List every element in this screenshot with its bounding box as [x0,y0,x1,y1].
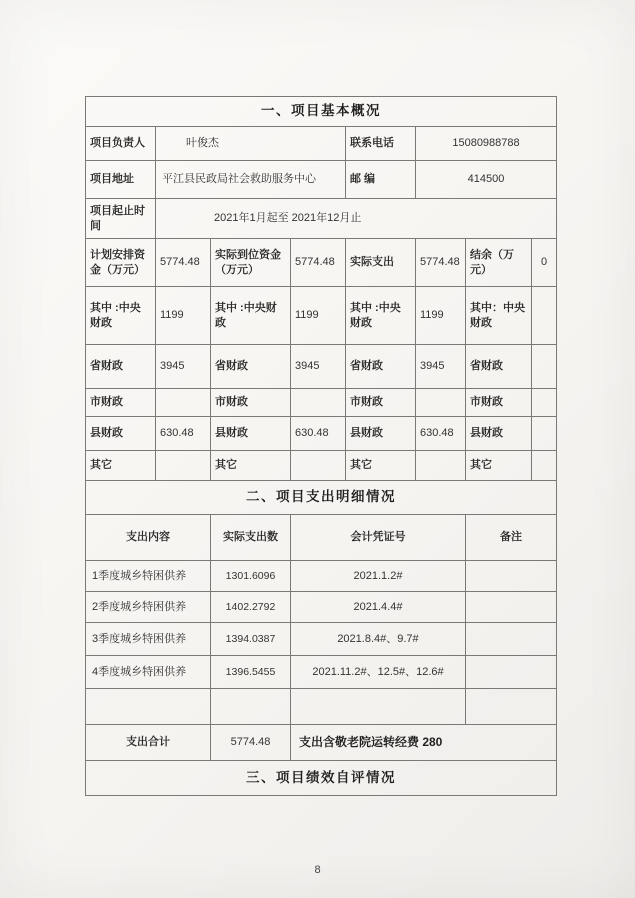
fund-label-cell: 省财政 [346,345,416,389]
expense-note-cell [466,592,557,623]
fund-value-cell: 630.48 [291,417,346,451]
project-report-table [85,96,557,796]
expense-header-row [86,515,557,561]
expense-row-q1 [86,561,557,592]
fund-label-cell: 其中 :中央财政 [86,287,156,345]
section2-title-row [86,481,557,515]
fund-label-cell: 省财政 [466,345,532,389]
arrived-funds-value: 5774.48 [291,239,346,287]
expense-content-header: 支出内容 [86,515,211,561]
empty-cell [211,689,291,725]
fund-label-cell: 其它 [211,451,291,481]
fund-label-cell: 其中 :中央财政 [211,287,291,345]
expense-note-header: 备注 [466,515,557,561]
fund-value-cell: 1199 [416,287,466,345]
leader-row [86,127,557,161]
spent-funds-label: 实际支出 [346,239,416,287]
expense-content-cell: 4季度城乡特困供养 [86,656,211,689]
expense-amount-cell: 1301.6096 [211,561,291,592]
leader-value: 叶俊杰 [156,127,346,161]
spent-funds-value: 5774.48 [416,239,466,287]
fund-value-cell [532,451,557,481]
expense-content-cell: 3季度城乡特困供养 [86,623,211,656]
expense-content-cell: 1季度城乡特困供养 [86,561,211,592]
fund-label-cell: 省财政 [86,345,156,389]
planned-funds-label: 计划安排资金（万元） [86,239,156,287]
empty-cell [466,689,557,725]
expense-voucher-cell: 2021.4.4# [291,592,466,623]
fund-value-cell [532,345,557,389]
expense-total-amount: 5774.48 [211,725,291,761]
fund-value-cell [416,389,466,417]
section3-title-row [86,761,557,796]
fund-label-cell: 其它 [466,451,532,481]
expense-row-q2 [86,592,557,623]
leader-label: 项目负责人 [86,127,156,161]
fund-row-county [86,417,557,451]
fund-value-cell [291,389,346,417]
expense-total-row [86,725,557,761]
fund-row-city [86,389,557,417]
fund-value-cell [156,451,211,481]
fund-label-cell: 省财政 [211,345,291,389]
fund-value-cell: 3945 [156,345,211,389]
postal-value: 414500 [416,161,557,199]
fund-value-cell [532,287,557,345]
address-value: 平江县民政局社会救助服务中心 [156,161,346,199]
fund-value-cell [156,389,211,417]
expense-row-empty [86,689,557,725]
expense-voucher-header: 会计凭证号 [291,515,466,561]
balance-value: 0 [532,239,557,287]
balance-label: 结余（万元） [466,239,532,287]
expense-voucher-cell: 2021.1.2# [291,561,466,592]
expense-voucher-cell: 2021.8.4#、9.7# [291,623,466,656]
fund-value-cell [532,389,557,417]
fund-row-other [86,451,557,481]
fund-label-cell: 县财政 [346,417,416,451]
expense-note-cell [466,561,557,592]
postal-label: 邮 编 [346,161,416,199]
expense-note-cell [466,656,557,689]
fund-label-cell: 其它 [346,451,416,481]
expense-amount-cell: 1396.5455 [211,656,291,689]
expense-content-cell: 2季度城乡特困供养 [86,592,211,623]
empty-cell [291,689,466,725]
fund-label-cell: 其它 [86,451,156,481]
fund-value-cell [416,451,466,481]
expense-amount-header: 实际支出数 [211,515,291,561]
fund-value-cell: 630.48 [416,417,466,451]
fund-label-cell: 县财政 [211,417,291,451]
fund-value-cell: 630.48 [156,417,211,451]
fund-value-cell: 3945 [291,345,346,389]
fund-row-central [86,287,557,345]
phone-value: 15080988788 [416,127,557,161]
expense-voucher-cell: 2021.11.2#、12.5#、12.6# [291,656,466,689]
fund-value-cell [532,417,557,451]
fund-value-cell: 3945 [416,345,466,389]
fund-value-cell: 1199 [156,287,211,345]
fund-label-cell: 其中 :中央财政 [346,287,416,345]
duration-value: 2021年1月起至 2021年12月止 [156,199,557,239]
fund-label-cell: 县财政 [466,417,532,451]
fund-label-cell: 市财政 [346,389,416,417]
fund-label-cell: 市财政 [211,389,291,417]
section3-title: 三、项目绩效自评情况 [86,761,557,796]
empty-cell [86,689,211,725]
expense-row-q3 [86,623,557,656]
expense-note-cell [466,623,557,656]
phone-label: 联系电话 [346,127,416,161]
expense-amount-cell: 1402.2792 [211,592,291,623]
fund-label-cell: 市财政 [466,389,532,417]
address-row [86,161,557,199]
planned-funds-value: 5774.48 [156,239,211,287]
funds-header-row [86,239,557,287]
section1-title-row [86,97,557,127]
fund-value-cell: 1199 [291,287,346,345]
address-label: 项目地址 [86,161,156,199]
expense-row-q4 [86,656,557,689]
fund-label-cell: 县财政 [86,417,156,451]
fund-label-cell: 市财政 [86,389,156,417]
fund-label-cell: 其中：中央财政 [466,287,532,345]
fund-value-cell [291,451,346,481]
duration-label: 项目起止时间 [86,199,156,239]
expense-total-note: 支出含敬老院运转经费 280 [291,725,557,761]
expense-amount-cell: 1394.0387 [211,623,291,656]
fund-row-province [86,345,557,389]
arrived-funds-label: 实际到位资金（万元） [211,239,291,287]
section1-title: 一、项目基本概况 [86,97,557,127]
section2-title: 二、项目支出明细情况 [86,481,557,515]
duration-row [86,199,557,239]
expense-total-label: 支出合计 [86,725,211,761]
page-number: 8 [314,864,321,876]
